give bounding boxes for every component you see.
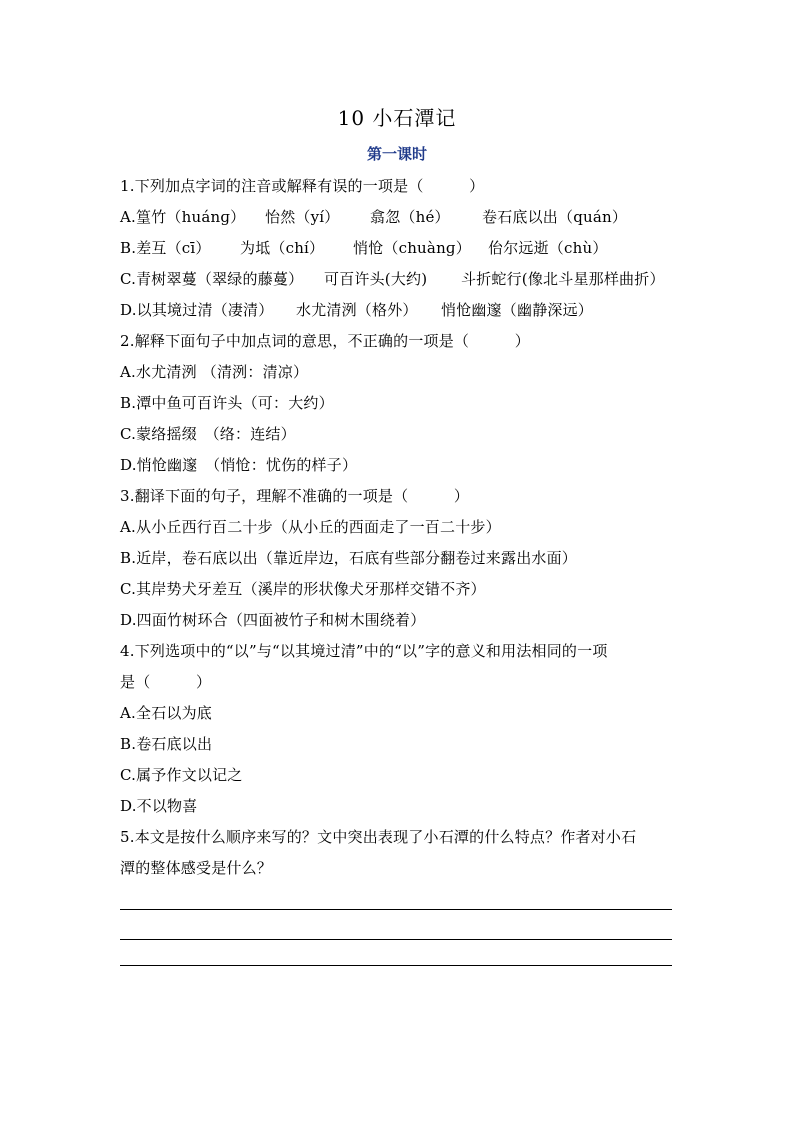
q1-b-part: B.差互（cī） xyxy=(120,239,211,257)
q1-c-part: 可百许头(大约) xyxy=(324,270,428,288)
q1-option-b[interactable] xyxy=(120,233,680,264)
q4-option-a[interactable]: A.全石以为底 xyxy=(120,704,213,722)
q1-c-part: 斗折蛇行(像北斗星那样曲折） xyxy=(461,270,665,288)
q1-stem: 1.下列加点字词的注音或解释有误的一项是（ ） xyxy=(120,177,485,195)
q1-a-part: 怡然（yí） xyxy=(265,208,340,226)
q1-a-part: A.篁竹（huánɡ） xyxy=(120,208,246,226)
q1-b-part: 悄怆（chuànɡ） xyxy=(353,239,471,257)
q5-stem-line2: 潭的整体感受是什么？ xyxy=(120,859,273,877)
q3-option-d[interactable]: D.四面竹树环合（四面被竹子和树木围绕着） xyxy=(120,611,426,629)
q4-stem-line2: 是（ ） xyxy=(120,673,212,691)
q2-option-a[interactable]: A.水尤清洌 （清洌：清凉） xyxy=(120,363,309,381)
q2-stem: 2.解释下面句子中加点词的意思，不正确的一项是（ ） xyxy=(120,332,530,350)
q1-d-part: D.以其境过清（凄清） xyxy=(120,301,274,319)
lesson-subtitle: 第一课时 xyxy=(366,145,427,163)
q1-a-part: 翕忽（hé） xyxy=(370,208,450,226)
q2-option-b[interactable]: B.潭中鱼可百许头（可：大约） xyxy=(120,394,334,412)
q4-option-c[interactable]: C.属予作文以记之 xyxy=(120,766,243,784)
answer-line[interactable] xyxy=(120,909,672,910)
q1-d-part: 水尤清洌（格外） xyxy=(296,301,418,319)
q1-option-c[interactable] xyxy=(120,264,680,295)
q4-option-d[interactable]: D.不以物喜 xyxy=(120,797,198,815)
q3-option-c[interactable]: C.其岸势犬牙差互（溪岸的形状像犬牙那样交错不齐） xyxy=(120,580,486,598)
q4-stem-line1: 4.下列选项中的“以”与“以其境过清”中的“以”字的意义和用法相同的一项 xyxy=(120,642,608,660)
q1-c-part: C.青树翠蔓（翠绿的藤蔓） xyxy=(120,270,304,288)
q2-option-d[interactable]: D.悄怆幽邃 （悄怆：忧伤的样子） xyxy=(120,456,358,474)
answer-line[interactable] xyxy=(120,965,672,966)
q5-stem-line1: 5.本文是按什么顺序来写的？文中突出表现了小石潭的什么特点？作者对小石 xyxy=(120,828,637,846)
q1-d-part: 悄怆幽邃（幽静深远） xyxy=(441,301,594,319)
q1-option-d[interactable] xyxy=(120,295,680,326)
q4-option-b[interactable]: B.卷石底以出 xyxy=(120,735,213,753)
q3-option-a[interactable]: A.从小丘西行百二十步（从小丘的西面走了一百二十步） xyxy=(120,518,501,536)
answer-line[interactable] xyxy=(120,939,672,940)
q1-b-part: 为坻（chí） xyxy=(240,239,325,257)
q2-option-c[interactable]: C.蒙络摇缀 （络：连结） xyxy=(120,425,296,443)
page-title: 10 小石潭记 xyxy=(337,106,457,130)
q1-b-part: 佁尔远逝（chù） xyxy=(488,239,608,257)
q3-stem: 3.翻译下面的句子，理解不准确的一项是（ ） xyxy=(120,487,470,505)
q1-option-a[interactable] xyxy=(120,202,680,233)
question-list xyxy=(120,171,680,884)
q1-a-part: 卷石底以出（quán） xyxy=(482,208,628,226)
q3-option-b[interactable]: B.近岸，卷石底以出（靠近岸边，石底有些部分翻卷过来露出水面） xyxy=(120,549,577,567)
